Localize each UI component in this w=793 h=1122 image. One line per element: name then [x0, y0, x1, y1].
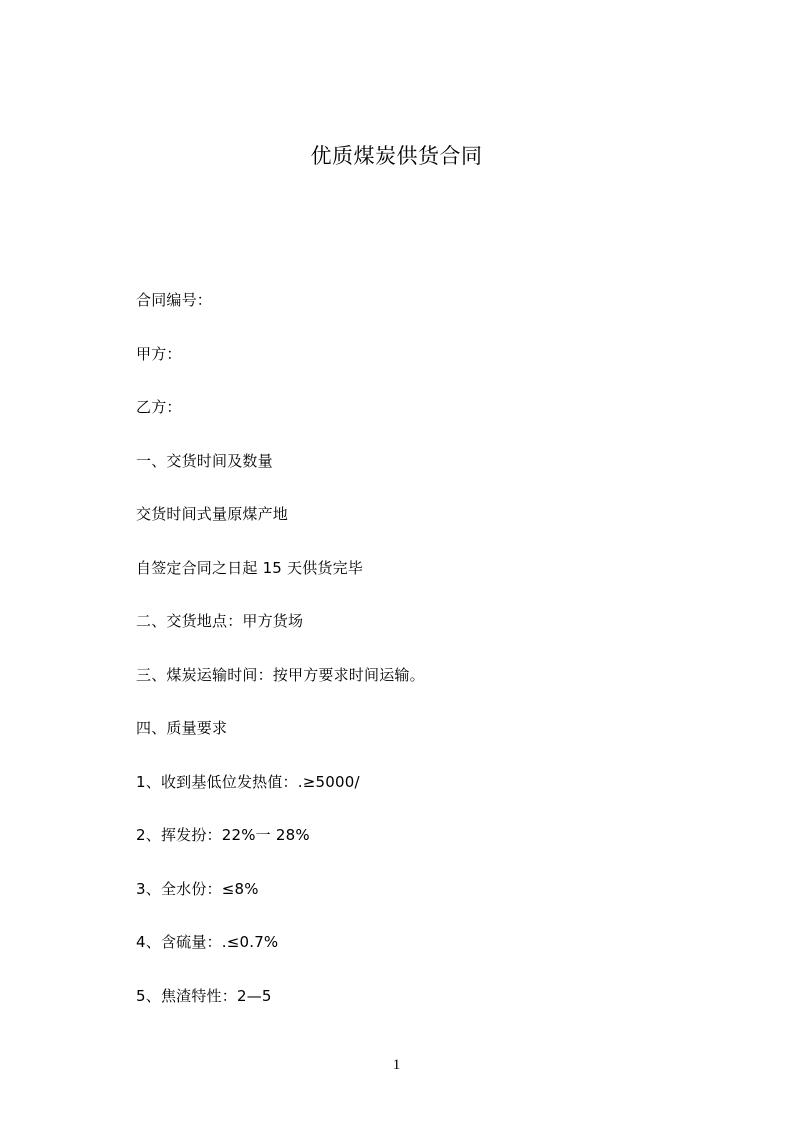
delivery-table-header: 交货时间式量原煤产地: [136, 505, 289, 523]
section-heading-delivery-time: 一、交货时间及数量: [136, 451, 273, 470]
section-delivery-place: 二、交货地点：甲方货场: [136, 612, 304, 630]
contract-body: [136, 286, 696, 1035]
party-a-line: 甲方：: [136, 344, 182, 363]
quality-item-calorific-value: 1、收到基低位发热值：.≥5000/: [136, 772, 360, 791]
quality-item-volatile: 2、挥发扮：22%一 28%: [136, 826, 310, 844]
page-number: 1: [392, 1057, 401, 1073]
document-title: 优质煤炭供货合同: [310, 144, 483, 168]
delivery-term-line: 自签定合同之日起 15 天供货完毕: [136, 558, 364, 577]
contract-number-line: 合同编号：: [136, 291, 213, 309]
section-transport-time: 三、煤炭运输时间：按甲方要求时间运输。: [136, 665, 425, 684]
quality-item-sulfur: 4、含硫量：.≤0.7%: [136, 933, 279, 951]
party-b-line: 乙方：: [136, 398, 182, 416]
quality-item-coke-residue: 5、焦渣特性：2—5: [136, 986, 272, 1005]
quality-item-total-moisture: 3、全水份：≤8%: [136, 879, 259, 898]
section-heading-quality: 四、质量要求: [136, 719, 228, 737]
